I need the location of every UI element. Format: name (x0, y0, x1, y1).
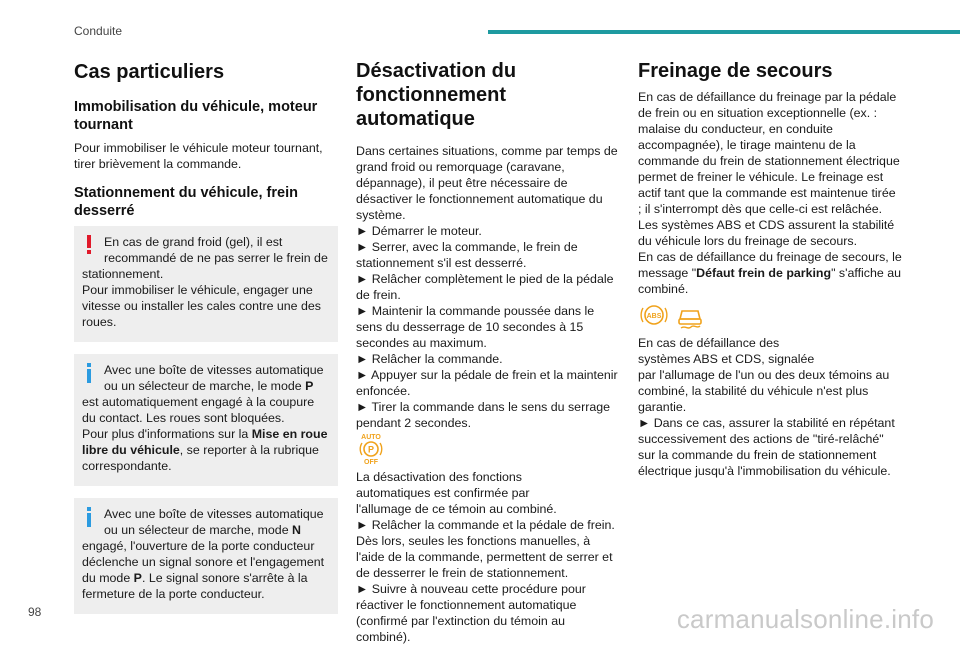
info-callout-mode-p (74, 354, 338, 486)
subheading-immobilisation: Immobilisation du véhicule, moteur tournant (74, 99, 318, 133)
step-5: ► Relâcher la commande. (356, 352, 503, 366)
column-right (638, 56, 902, 479)
svg-text:ABS: ABS (646, 313, 662, 320)
info-line: Avec une boîte de vitesses automatique (104, 507, 324, 521)
abs-cds-note (638, 299, 902, 415)
step-2: ► Serrer, avec la commande, le frein de stationnement s'il est desserré. (356, 240, 578, 270)
auto-off-line: La désactivation des fonctions (356, 470, 523, 484)
header-accent-bar (488, 30, 960, 34)
paragraph-abs-cds: Les systèmes ABS et CDS assurent la stabilité du véhicule lors du freinage de secours. (638, 218, 895, 248)
info-text: engagé, l'ouverture de la porte conducteur déclenche un signal sonore et l'engagement du mode P. Le signal sonore s'arrête à la fermeture de la porte conducteur. (82, 539, 325, 601)
info-callout-mode-n (74, 498, 338, 614)
warning-icon (82, 235, 96, 253)
section-header: Conduite (74, 24, 123, 38)
warning-text: Pour immobiliser le véhicule, engager une vitesse ou installer les cales contre une des roues. (82, 283, 321, 329)
info-icon (82, 363, 96, 381)
step-6: ► Appuyer sur la pédale de frein et la maintenir enfoncée. (356, 368, 618, 398)
info-line: Avec une boîte de vitesses automatique (104, 363, 324, 377)
paragraph-emergency: En cas de défaillance du freinage par la pédale de frein ou en situation exceptionnelle (ex. : malaise du conducteur, en conduite accompagnée), le tirage maintenu de la commande du frein de stationnement électrique permet de freiner le véhicule. Le freinage est actif tant que la commande est maintenue tirée ; il s'interrompt dès que celle-ci est relâchée. (638, 90, 900, 216)
auto-off-note (356, 431, 620, 517)
watermark: carmanualsonline.info (676, 604, 934, 634)
paragraph-manual: Dès lors, seules les fonctions manuelles, à l'aide de la commande, permettent de serrer et de desserrer le frein de stationnement. (356, 534, 613, 580)
abs-cds-line: systèmes ABS et CDS, signalée (638, 352, 815, 366)
step-8: ► Relâcher la commande et la pédale de frein. (356, 518, 615, 532)
warning-callout (74, 226, 338, 342)
column-left (74, 56, 338, 626)
info-icon (82, 507, 96, 525)
subheading-stationnement: Stationnement du véhicule, frein desserré (74, 185, 298, 219)
abs-cds-line: En cas de défaillance des (638, 336, 780, 350)
abs-cds-line: par l'allumage de l'un ou des deux témoins au combiné, la stabilité du véhicule n'est plus garantie. (638, 368, 890, 414)
auto-off-line: automatiques est confirmée par (356, 486, 530, 500)
auto-p-off-icon (356, 434, 386, 468)
svg-text:AUTO: AUTO (361, 434, 381, 441)
svg-text:P: P (367, 444, 375, 455)
paragraph-intro: Dans certaines situations, comme par temps de grand froid ou remorquage (caravane, dépannage), il peut être nécessaire de désactiver le fonctionnement automatique du système. (356, 144, 618, 222)
info-text: est automatiquement engagé à la coupure du contact. Les roues sont bloquées. (82, 395, 315, 425)
paragraph-failure-message: En cas de défaillance du freinage de secours, le message "Défaut frein de parking" s'affiche au combiné. (638, 250, 902, 296)
cds-icon (679, 311, 701, 328)
column-middle (356, 56, 620, 645)
auto-off-line: l'allumage de ce témoin au combiné. (356, 502, 557, 516)
abs-cds-warning-icons (638, 313, 710, 334)
info-text: Pour plus d'informations sur la Mise en roue libre du véhicule, se reporter à la rubrique correspondante. (82, 427, 328, 473)
section-title-freinage-secours: Freinage de secours (638, 60, 833, 82)
step-1: ► Démarrer le moteur. (356, 224, 482, 238)
abs-icon (641, 306, 667, 324)
info-line: ou un sélecteur de marche, le mode P (104, 379, 314, 393)
info-line: ou un sélecteur de marche, mode N (104, 523, 301, 537)
warning-line: stationnement. (82, 267, 164, 281)
section-title-cas-particuliers: Cas particuliers (74, 61, 225, 83)
step-stability: ► Dans ce cas, assurer la stabilité en répétant successivement des actions de "tiré-relâché" sur la commande du frein de stationnement électrique jusqu'à l'immobilisation du véhicule. (638, 416, 895, 478)
svg-text:OFF: OFF (364, 459, 378, 465)
warning-line: recommandé de ne pas serrer le frein de (104, 251, 328, 265)
page-number: 98 (28, 605, 42, 619)
step-4: ► Maintenir la commande poussée dans le sens du desserrage de 10 secondes à 15 secondes au maximum. (356, 304, 595, 350)
step-3: ► Relâcher complètement le pied de la pédale de frein. (356, 272, 614, 302)
section-title-desactivation: Désactivation du fonctionnement automatique (356, 60, 517, 130)
step-9: ► Suivre à nouveau cette procédure pour réactiver le fonctionnement automatique (confirmé par l'extinction du témoin au combiné). (356, 582, 586, 644)
warning-line: En cas de grand froid (gel), il est (104, 235, 283, 249)
step-7: ► Tirer la commande dans le sens du serrage pendant 2 secondes. (356, 400, 611, 430)
paragraph-immobilisation: Pour immobiliser le véhicule moteur tournant, tirer brièvement la commande. (74, 141, 323, 171)
